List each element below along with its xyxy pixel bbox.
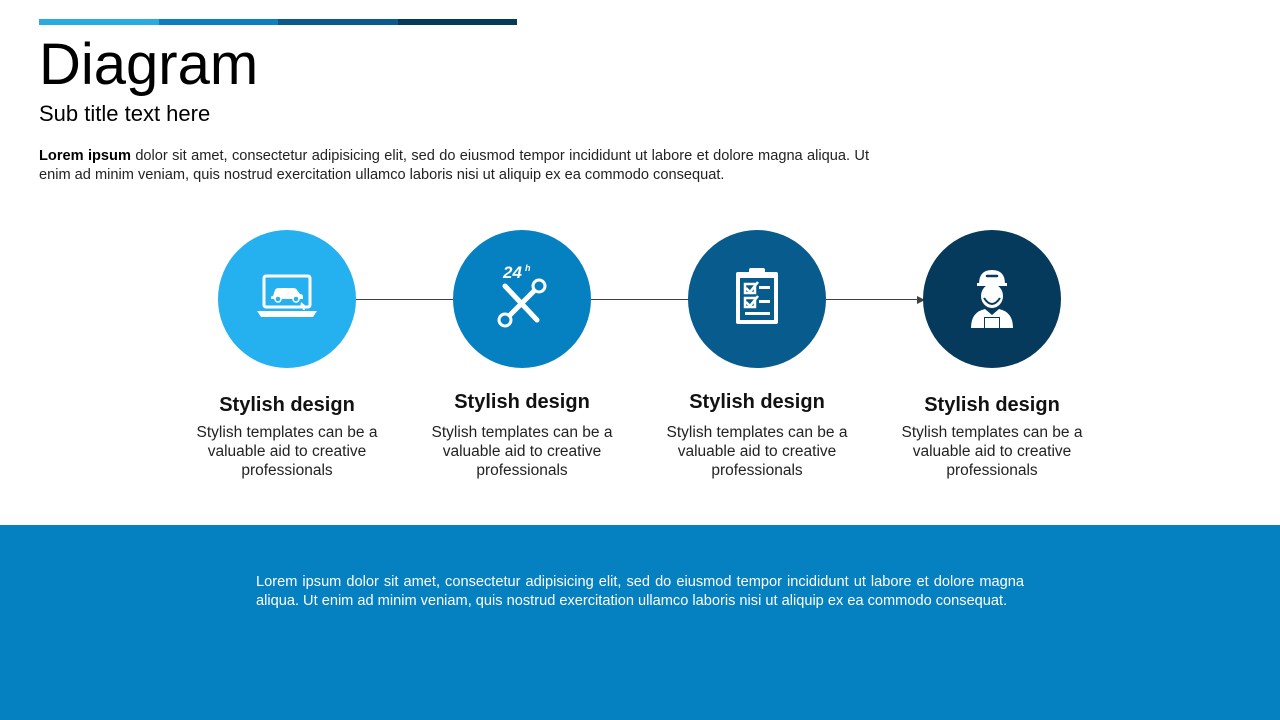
step-description: Stylish templates can be a valuable aid to creative professionals — [196, 424, 378, 479]
footer-band — [0, 525, 1280, 720]
step-title: Stylish design — [219, 394, 355, 416]
step-title: Stylish design — [924, 394, 1060, 416]
step-title: Stylish design — [689, 391, 825, 413]
step-description: Stylish templates can be a valuable aid to creative professionals — [666, 424, 848, 479]
accent-segment-3 — [278, 19, 398, 25]
clipboard-checklist-icon — [722, 262, 792, 337]
step-circle — [923, 230, 1061, 368]
intro-lead: Lorem ipsum — [39, 148, 131, 164]
page-subtitle: Sub title text here — [39, 101, 211, 126]
24h-tools-icon — [487, 262, 557, 337]
page-title: Diagram — [39, 32, 259, 97]
accent-bar — [39, 19, 517, 25]
svg-text:24: 24 — [503, 262, 522, 282]
step-1 — [192, 230, 382, 480]
step-2 — [427, 230, 617, 480]
mechanic-icon — [957, 262, 1027, 337]
step-circle — [218, 230, 356, 368]
accent-segment-2 — [159, 19, 279, 25]
step-circle — [688, 230, 826, 368]
accent-segment-1 — [39, 19, 159, 25]
step-4 — [897, 230, 1087, 480]
step-3 — [662, 230, 852, 480]
step-title: Stylish design — [454, 391, 590, 413]
step-description: Stylish templates can be a valuable aid to creative professionals — [901, 424, 1083, 479]
intro-text: dolor sit amet, consectetur adipisicing elit, sed do eiusmod tempor incididunt ut labore et dolore magna aliqua. Ut enim ad minim veniam, quis nostrud exercitation ullamco laboris nisi ut aliquip ex ea commodo consequat. — [39, 148, 869, 183]
svg-text:h: h — [525, 262, 531, 273]
step-circle — [453, 230, 591, 368]
footer-paragraph: Lorem ipsum dolor sit amet, consectetur adipisicing elit, sed do eiusmod tempor incididunt ut labore et dolore magna aliqua. Ut enim ad minim veniam, quis nostrud exercitation ullamco laboris nisi ut aliquip ex ea commodo consequat. — [256, 574, 1024, 609]
laptop-car-icon — [252, 262, 322, 337]
step-description: Stylish templates can be a valuable aid to creative professionals — [431, 424, 613, 479]
intro-paragraph — [39, 147, 869, 185]
accent-segment-4 — [398, 19, 518, 25]
